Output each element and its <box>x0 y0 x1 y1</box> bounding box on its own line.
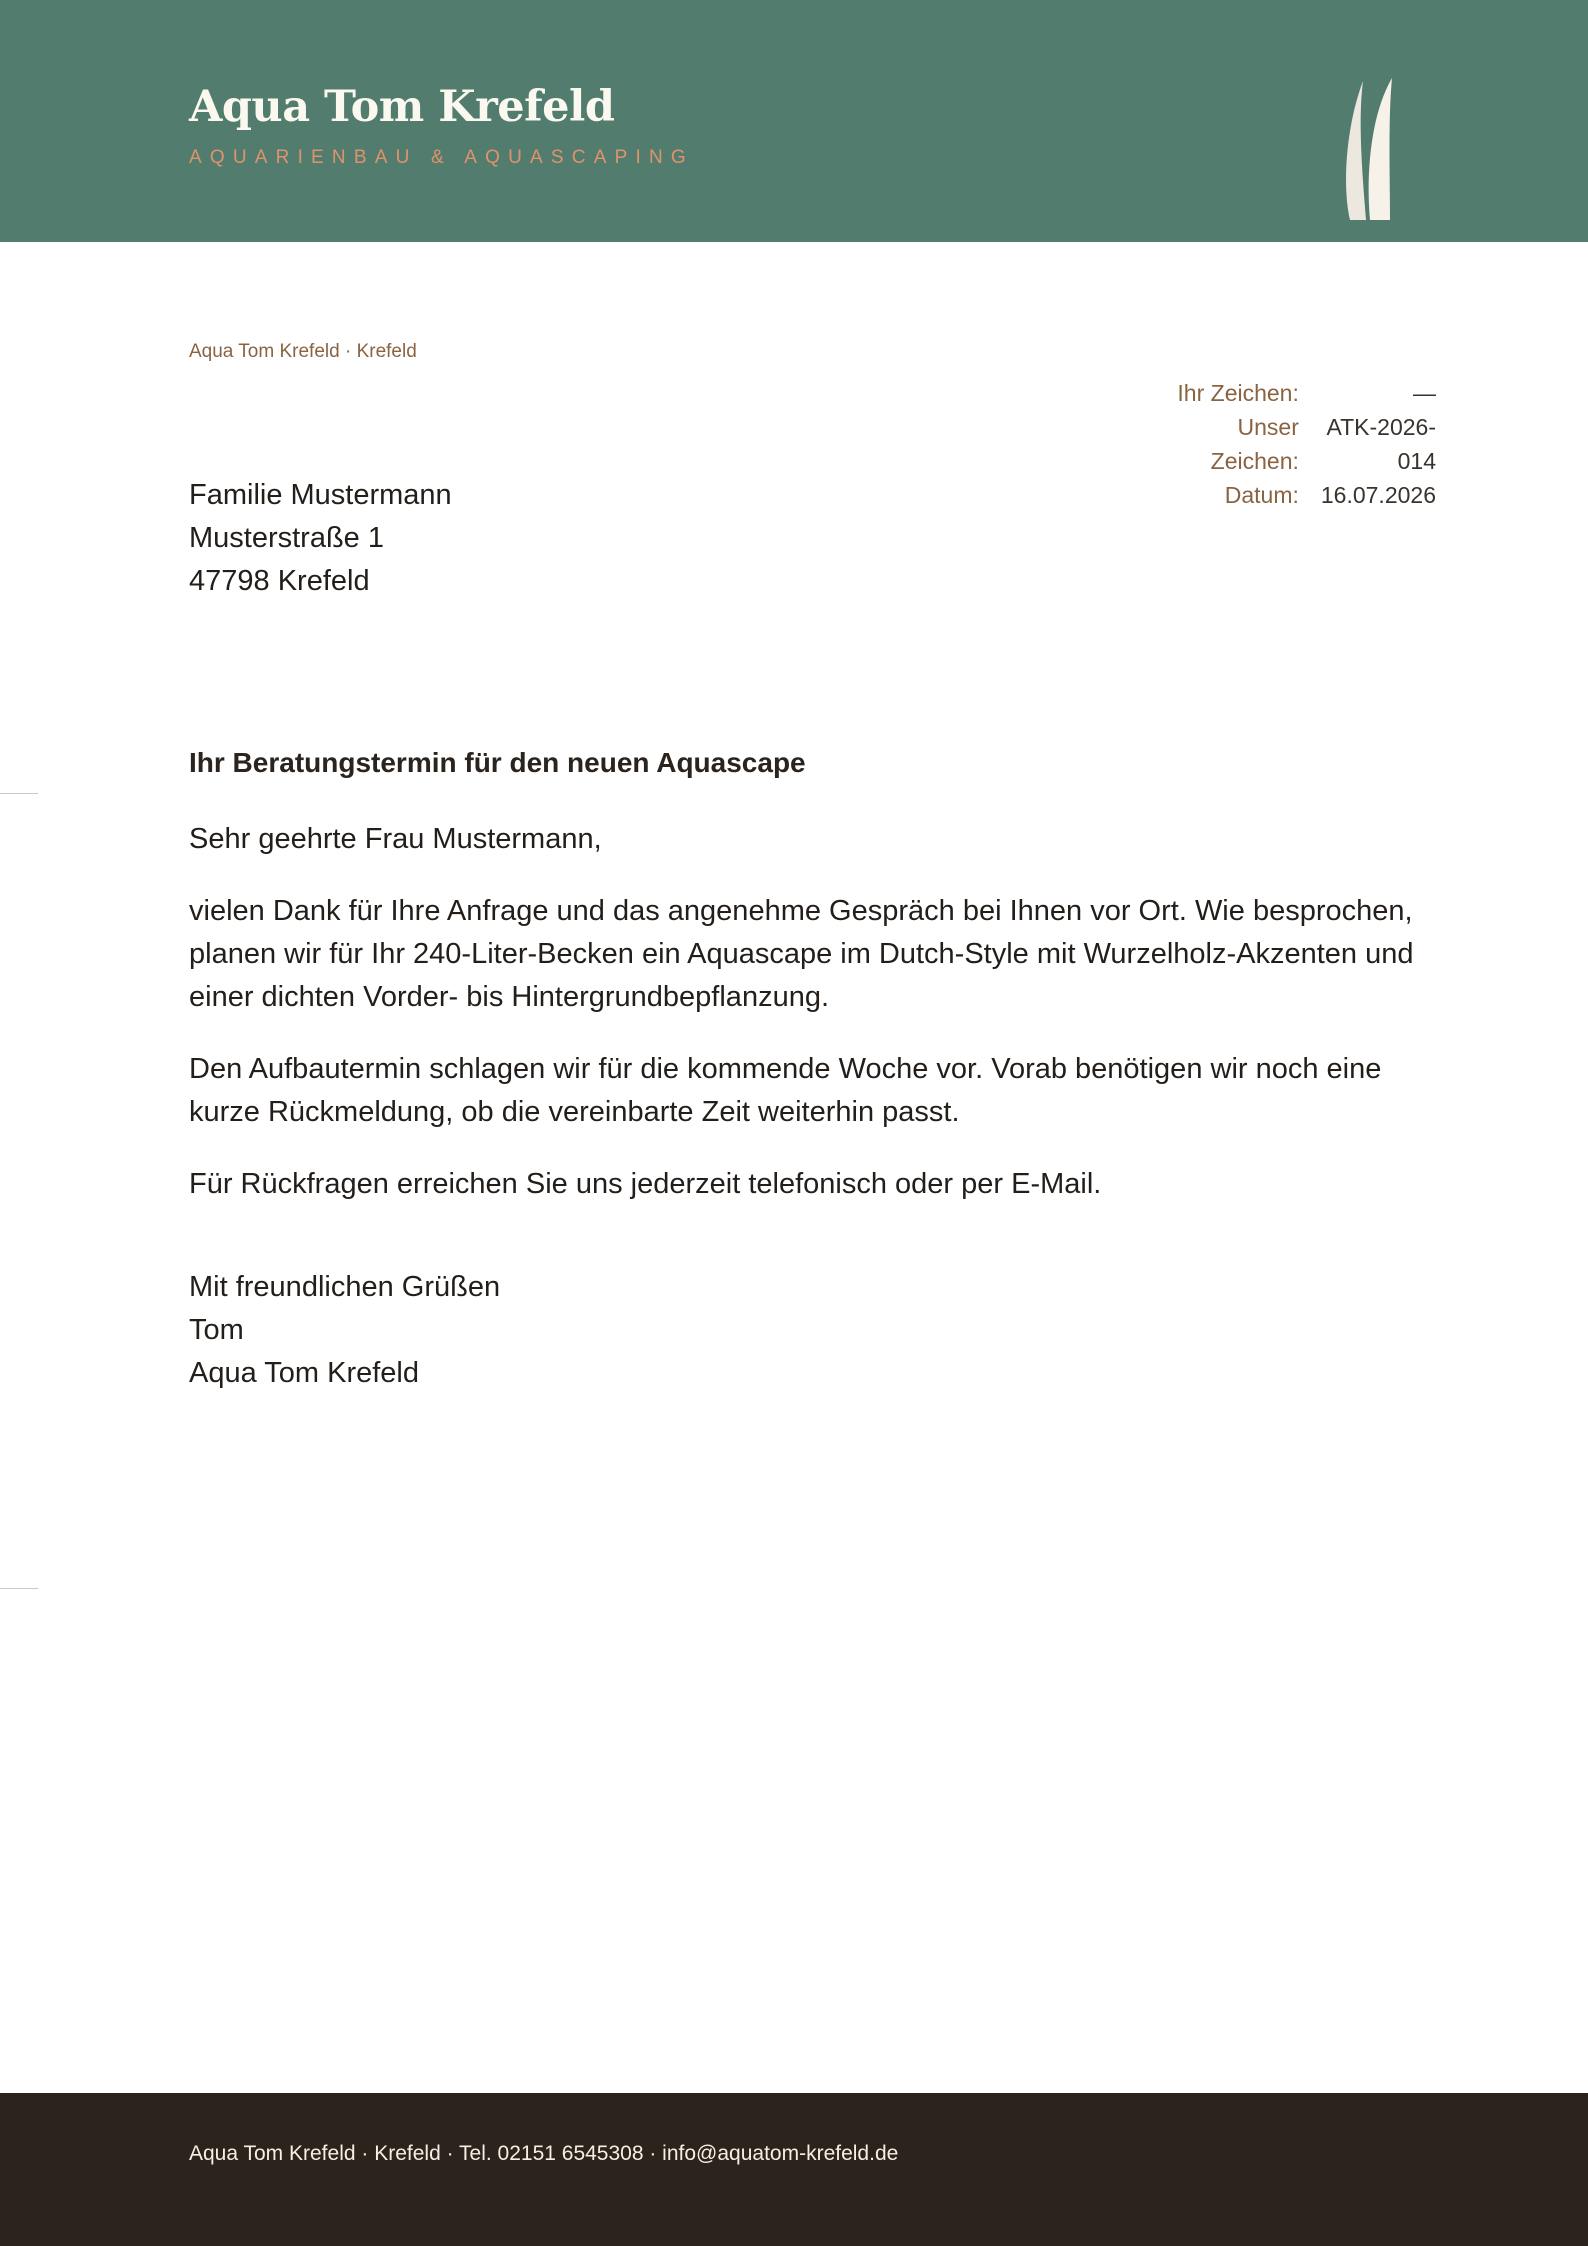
body-paragraph: Den Aufbautermin schlagen wir für die kommende Woche vor. Vorab benötigen wir noch eine kurze Rückmeldung, ob die vereinbarte Zeit weiterhin passt. <box>189 1053 1382 1128</box>
company-tagline: AQUARIENBAU & AQUASCAPING <box>189 147 694 168</box>
recipient-name: Familie Mustermann <box>189 479 452 511</box>
letterhead-header <box>0 0 1588 242</box>
fold-mark-top <box>0 793 38 794</box>
letter-body <box>189 818 1439 1235</box>
fold-mark-bottom <box>0 1588 38 1589</box>
ref-row-your-ref <box>1177 376 1436 410</box>
date-label: Datum: <box>1224 482 1299 508</box>
our-ref-value-line-2: 014 <box>1397 448 1436 474</box>
closing-greeting: Mit freundlichen Grüßen <box>189 1271 501 1303</box>
our-ref-label-line-2: Zeichen: <box>1210 448 1299 474</box>
our-ref-value-line-1: ATK-2026- <box>1326 414 1436 440</box>
recipient-city: 47798 Krefeld <box>189 565 370 597</box>
signer-company: Aqua Tom Krefeld <box>189 1357 419 1389</box>
recipient-street: Musterstraße 1 <box>189 522 384 554</box>
sender-return-line: Aqua Tom Krefeld · Krefeld <box>189 341 417 362</box>
body-paragraph: vielen Dank für Ihre Anfrage und das angenehme Gespräch bei Ihnen vor Ort. Wie besprochen, planen wir für Ihr 240-Liter-Becken ein Aquascape im Dutch-Style mit Wurzelholz-Akzenten und einer dichten Vorder- bis Hintergrundbepflanzung. <box>189 895 1414 1013</box>
your-ref-value: — <box>1413 380 1436 406</box>
letter-subject: Ihr Beratungstermin für den neuen Aquascape <box>189 747 806 778</box>
body-paragraph: Für Rückfragen erreichen Sie uns jederzeit telefonisch oder per E-Mail. <box>189 1168 1102 1200</box>
salutation: Sehr geehrte Frau Mustermann, <box>189 823 602 855</box>
your-ref-label: Ihr Zeichen: <box>1177 380 1299 406</box>
reference-block <box>1177 376 1436 512</box>
ref-row-date <box>1177 478 1436 512</box>
letter-footer <box>0 2093 1588 2246</box>
closing-block <box>189 1266 500 1395</box>
signer-name: Tom <box>189 1314 244 1346</box>
our-ref-value <box>1321 410 1436 478</box>
ref-row-our-ref <box>1177 410 1436 478</box>
our-ref-label <box>1177 410 1320 478</box>
grass-blades-icon <box>1340 76 1404 224</box>
date-value: 16.07.2026 <box>1320 482 1436 508</box>
our-ref-label-line-1: Unser <box>1237 414 1299 440</box>
company-name: Aqua Tom Krefeld <box>189 82 615 132</box>
footer-contact-line: Aqua Tom Krefeld · Krefeld · Tel. 02151 6545308 · info@aquatom-krefeld.de <box>189 2142 899 2165</box>
recipient-address <box>189 474 452 603</box>
